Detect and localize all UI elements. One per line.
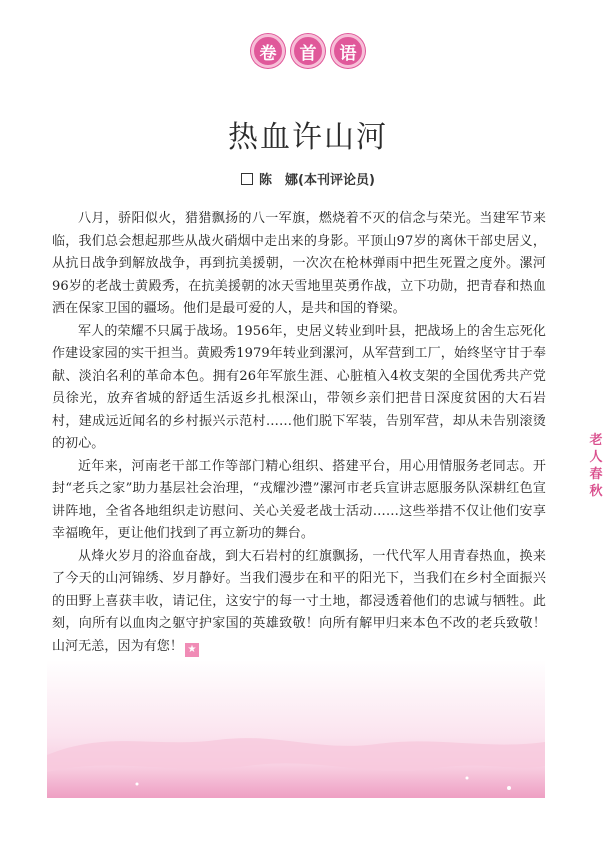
byline [0,169,616,188]
column-name-char: 老 [589,433,603,448]
footer-landscape-illustration [47,660,545,798]
column-name-vertical [588,432,604,500]
column-name-char: 秋 [589,484,603,499]
column-name-char: 人 [589,450,603,465]
author-name: 陈 娜(本刊评论员) [259,173,375,188]
article-title: 热血许山河 [228,120,388,155]
article-body [52,208,546,658]
paragraph-text: 从烽火岁月的浴血奋战，到大石岩村的红旗飘扬，一代代军人用青春热血，换来了今天的山河锦绣、岁月静好。当我们漫步在和平的阳光下，当我们在乡村全面振兴的田野上喜获丰收，请记住，这安宁的每一寸土地，都浸透着他们的忠诚与牺牲。此刻，向所有以血肉之躯守护家国的英雄致敬！向所有解甲归来本色不改的老兵致敬！山河无恙，因为有您！ [52,548,546,654]
paragraph: 近年来，河南老干部工作等部门精心组织、搭建平台，用心用情服务老同志。开封“老兵之家”助力基层社会治理，“戎耀沙澧”漯河市老兵宣讲志愿服务队深耕红色宣讲阵地，全省各地组织走访慰问、关心关爱老战士活动……这些举措不仅让他们安享幸福晚年，更让他们找到了再立新功的舞台。 [52,458,546,541]
badge-char: 卷 [251,34,285,68]
badge-char: 语 [331,34,365,68]
paragraph: 军人的荣耀不只属于战场。1956年，史居义转业到叶县，把战场上的舍生忘死化作建设家园的实干担当。黄殿秀1979年转业到漯河，从军营到工厂，始终坚守甘于奉献、淡泊名利的革命本色。拥有26年军旅生涯、心脏植入4枚支架的全国优秀共产党员徐光，放弃省城的舒适生活返乡扎根深山，带领乡亲们把昔日深度贫困的大石岩村，建成远近闻名的乡村振兴示范村……他们脱下军装，告别军营，却从未告别滚烫的初心。 [52,323,546,451]
paragraph: 八月，骄阳似火，猎猎飘扬的八一军旗，燃烧着不灭的信念与荣光。当建军节来临，我们总会想起那些从战火硝烟中走出来的身影。平顶山97岁的离休干部史居义，从抗日战争到解放战争，再到抗美援朝，一次次在枪林弹雨中把生死置之度外。漯河96岁的老战士黄殿秀，在抗美援朝的冰天雪地里英勇作战，立下功勋，把青春和热血洒在保家卫国的疆场。他们是最可爱的人，是共和国的脊梁。 [52,211,546,316]
paragraph [52,546,546,659]
column-name-char: 春 [589,467,603,482]
badge-char: 首 [291,34,325,68]
column-badges [0,34,616,68]
square-bullet-icon [241,173,253,185]
end-star-icon: ★ [185,643,199,657]
